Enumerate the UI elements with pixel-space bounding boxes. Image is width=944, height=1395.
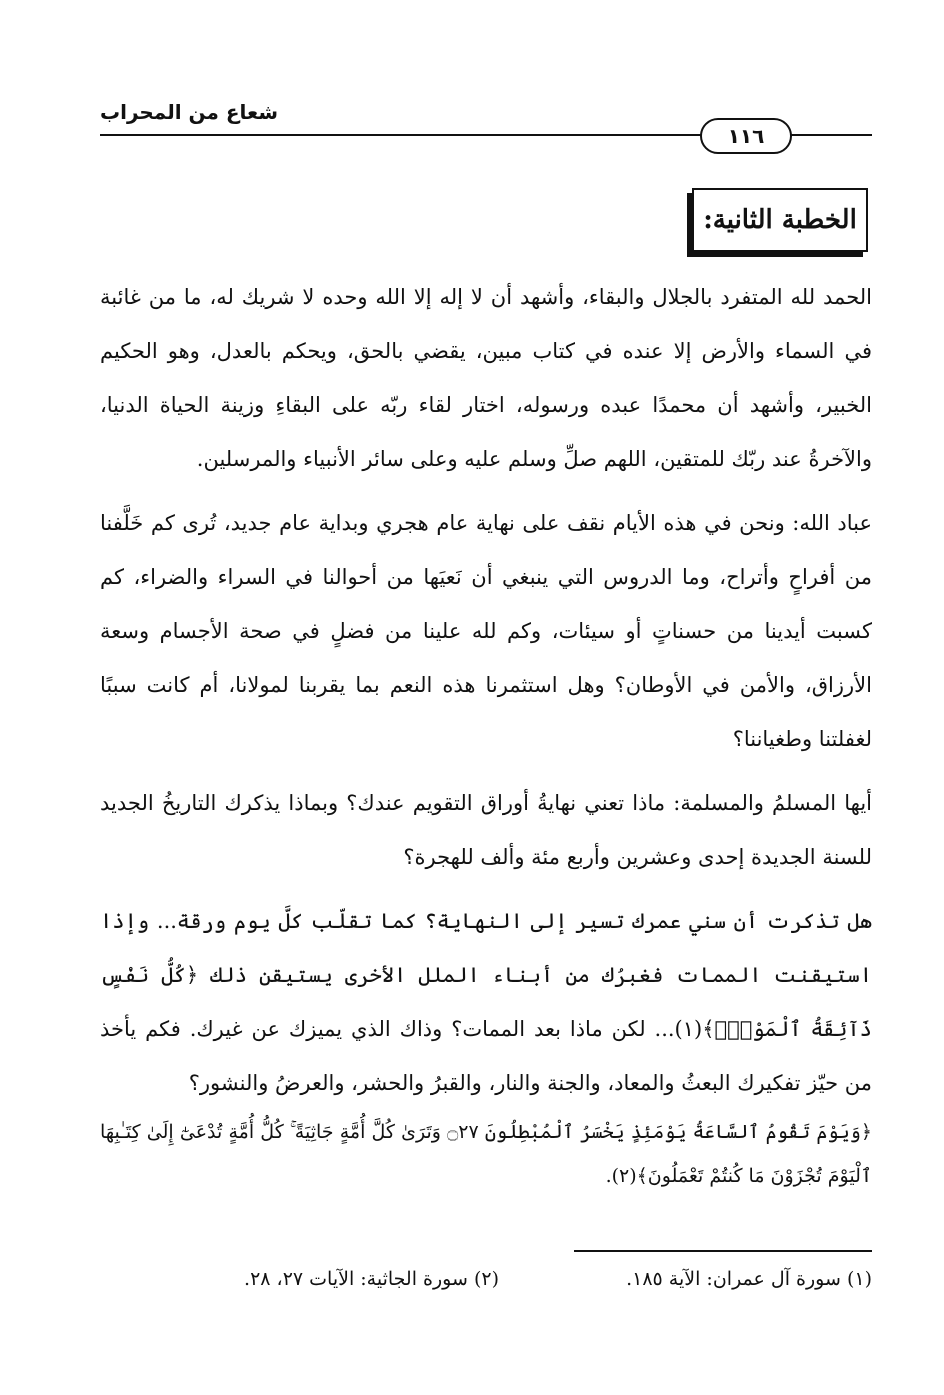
section-heading: الخطبة الثانية:	[692, 188, 868, 252]
paragraph: هل تذكرت أن سني عمرك تسير إلى النهاية؟ كما تقلّب كلَّ يوم ورقة... وإذا استيقنت الممات فغبرُك من أبناء الملل الأخرى يستيقن ذلك ﴿كُلُّ نَفْسٍ ذَآئِقَةُ ٱلْمَوْتِۗ﴾(١)... لكن ماذا بعد الممات؟ وذاك الذي يميزك عن غيرك. فكم يأخذ من حيّز تفكيرك البعثُ والمعاد، والجنة والنار، والقبرُ والحشر، والعرضُ والنشور؟	[100, 909, 872, 1095]
sermon-body	[100, 270, 872, 1208]
footnote-rule	[574, 1250, 872, 1252]
page-number: ١١٦	[700, 118, 792, 154]
quran-verse: ﴿وَيَوْمَ تَقُومُ ٱلسَّاعَةُ يَوْمَئِذٍ يَخْسَرُ ٱلْمُبْطِلُونَ ۝٢٧ وَتَرَىٰ كُلَّ أُمَّةٍ جَاثِيَةً ۚ كُلُّ أُمَّةٍ تُدْعَىٰٓ إِلَىٰ كِتَـٰبِهَا ٱلْيَوْمَ تُجْزَوْنَ مَا كُنتُمْ تَعْمَلُونَ﴾(٢).	[100, 1121, 872, 1187]
paragraph: أيها المسلمُ والمسلمة: ماذا تعني نهايةُ أوراق التقويم عندك؟ وبماذا يذكرك التاريخُ الجديد للسنة الجديدة إحدى وعشرين وأربع مئة وألف للهجرة؟	[100, 791, 872, 869]
running-header-title: شعاع من المحراب	[100, 100, 279, 124]
footnote-1: (١) سورة آل عمران: الآية ١٨٥.	[626, 1268, 872, 1290]
paragraph: الحمد لله المتفرد بالجلال والبقاء، وأشهد أن لا إله إلا الله وحده لا شريك له، ما من غائبة في السماء والأرض إلا عنده في كتاب مبين، يقضي بالحق، ويحكم بالعدل، وهو الحكيم الخبير، وأشهد أن محمدًا عبده ورسوله، اختار لقاء ربّه على البقاءِ وزينة الحياة الدنيا، والآخرةُ عند ربّك للمتقين، اللهم صلِّ وسلم عليه وعلى سائر الأنبياء والمرسلين.	[100, 285, 872, 471]
paragraph: عباد الله: ونحن في هذه الأيام نقف على نهاية عام هجري وبداية عام جديد، تُرى كم خَلَّفنا من أفراحٍ وأتراح، وما الدروس التي ينبغي أن نَعيَها من أحوالنا في السراء والضراء، كم كسبت أيدينا من حسناتٍ أو سيئات، وكم لله علينا من فضلٍ في صحة الأجسام وسعة الأرزاق، والأمن في الأوطان؟ وهل استثمرنا هذه النعم بما يقربنا لمولانا، أم كانت سببًا لغفلتنا وطغياننا؟	[100, 511, 872, 751]
footnote-2: (٢) سورة الجاثية: الآيات ٢٧، ٢٨.	[244, 1268, 499, 1290]
